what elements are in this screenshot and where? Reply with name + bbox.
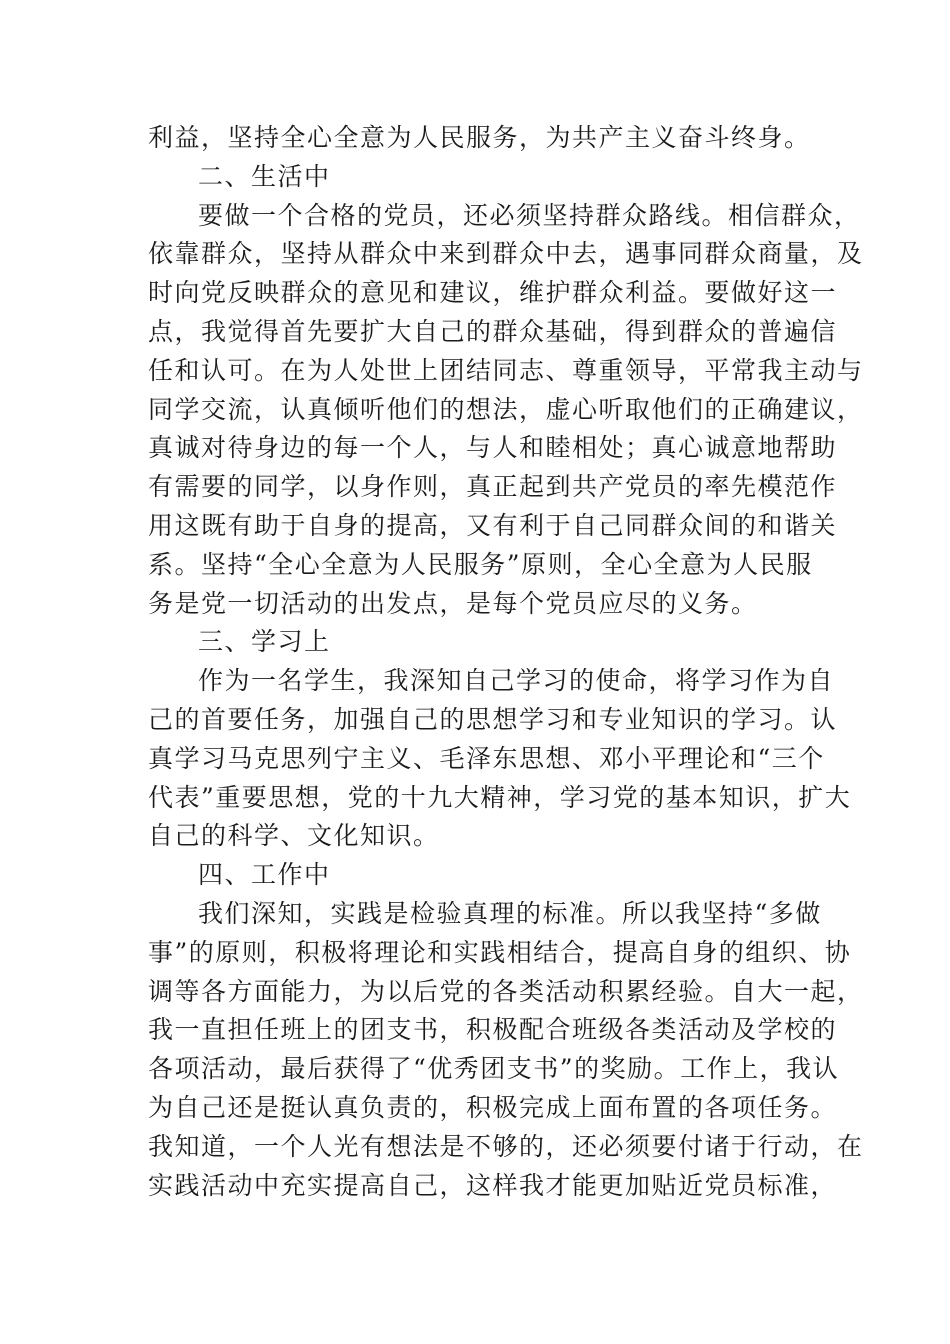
body-text-line: 时向党反映群众的意见和建议，维护群众利益。要做好这一: [148, 278, 838, 308]
section-heading: 三、学习上: [198, 627, 331, 657]
body-text-line: 系。坚持“全心全意为人民服务”原则，全心全意为人民服: [148, 549, 813, 579]
body-text-line: 我知道，一个人光有想法是不够的，还必须要付诸于行动，在: [148, 1131, 864, 1161]
body-text-line: 用这既有助于自身的提高，又有利于自己同群众间的和谐关: [148, 510, 838, 540]
body-text-line: 作为一名学生，我深知自己学习的使命，将学习作为自: [198, 666, 835, 696]
body-text-line: 各项活动，最后获得了“优秀团支书”的奖励。工作上，我认: [148, 1054, 840, 1084]
body-text-line: 务是党一切活动的出发点，是每个党员应尽的义务。: [148, 588, 758, 618]
body-text-line: 真学习马克思列宁主义、毛泽东思想、邓小平理论和“三个: [148, 743, 825, 773]
body-text-line: 实践活动中充实提高自己，这样我才能更加贴近党员标准，: [148, 1170, 838, 1200]
body-text-line: 为自己还是挺认真负责的，积极完成上面布置的各项任务。: [148, 1092, 838, 1122]
body-text-line: 同学交流，认真倾听他们的想法，虚心听取他们的正确建议，: [148, 394, 864, 424]
body-text-line: 真诚对待身边的每一个人，与人和睦相处；真心诚意地帮助: [148, 433, 838, 463]
body-text-line: 依靠群众，坚持从群众中来到群众中去，遇事同群众商量，及: [148, 239, 864, 269]
body-text-line: 利益，坚持全心全意为人民服务，为共产主义奋斗终身。: [148, 123, 811, 152]
body-text-line: 点，我觉得首先要扩大自己的群众基础，得到群众的普遍信: [148, 316, 838, 346]
body-text-line: 有需要的同学，以身作则，真正起到共产党员的率先模范作: [148, 472, 838, 502]
body-text-line: 事”的原则，积极将理论和实践相结合，提高自身的组织、协: [148, 937, 852, 967]
body-text-line: 我一直担任班上的团支书，积极配合班级各类活动及学校的: [148, 1015, 838, 1045]
body-text-line: 己的首要任务，加强自己的思想学习和专业知识的学习。认: [148, 704, 838, 734]
body-text-line: 调等各方面能力，为以后党的各类活动积累经验。自大一起，: [148, 976, 864, 1006]
document-body: [148, 119, 864, 1205]
body-text-line: 自己的科学、文化知识。: [148, 821, 440, 851]
body-text-line: 代表”重要思想，党的十九大精神，学习党的基本知识，扩大: [148, 782, 852, 812]
section-heading: 二、生活中: [198, 161, 331, 191]
section-heading: 四、工作中: [198, 860, 331, 890]
body-text-line: 任和认可。在为人处世上团结同志、尊重领导，平常我主动与: [148, 355, 864, 385]
body-text-line: 要做一个合格的党员，还必须坚持群众路线。相信群众，: [198, 200, 861, 230]
body-text-line: 我们深知，实践是检验真理的标准。所以我坚持“多做: [198, 898, 822, 928]
